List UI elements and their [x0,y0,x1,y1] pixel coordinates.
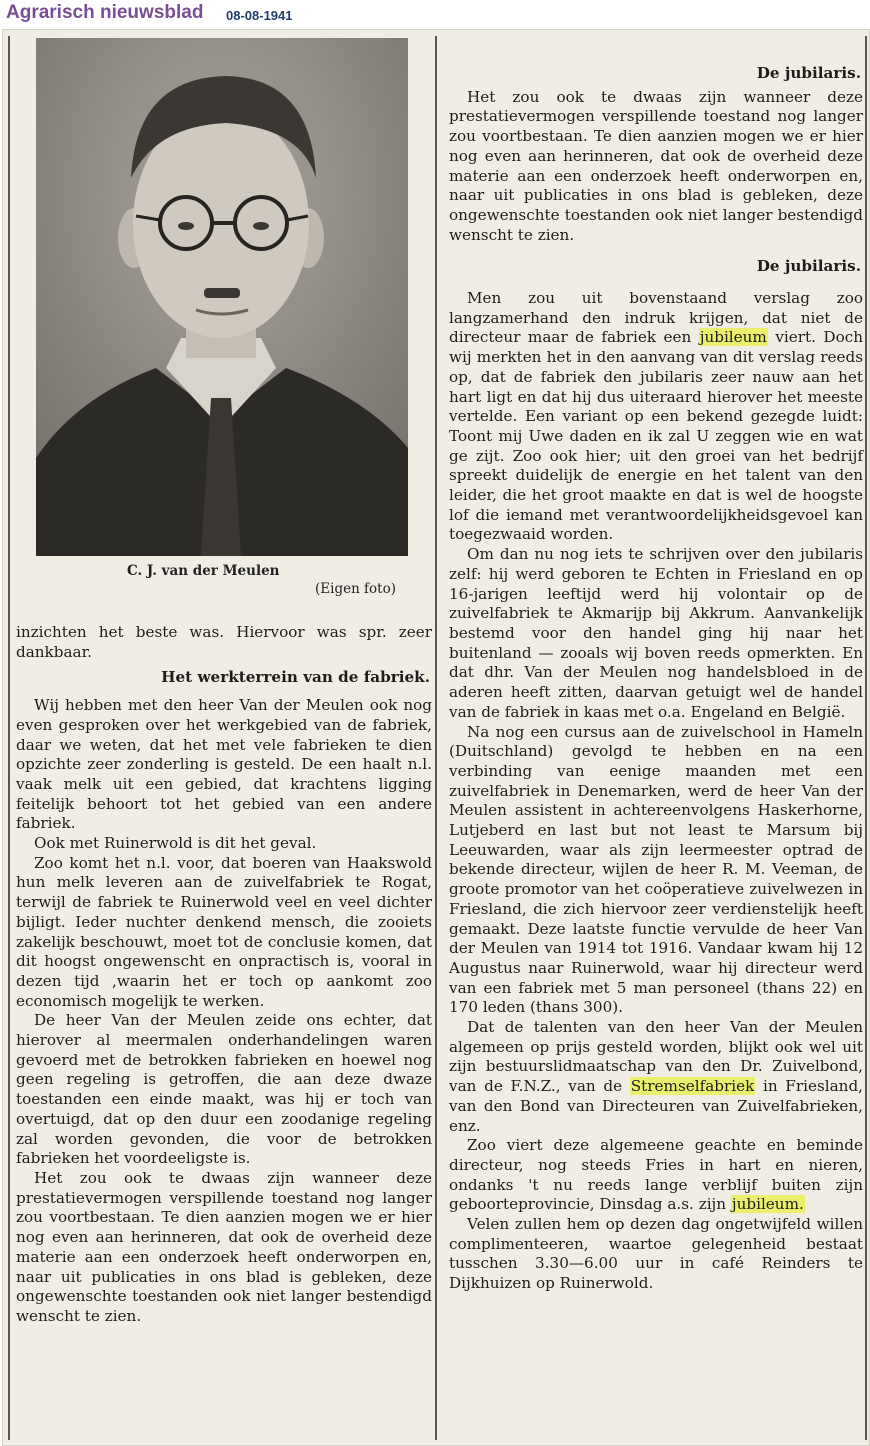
publication-date: 08-08-1941 [226,8,293,23]
highlighted-term: Stremselfabriek [630,1077,755,1096]
column-rule-left [8,36,10,1440]
paragraph: Zoo viert deze algemeene geachte en beminde directeur, nog steeds Fries in hart en nieren, ondanks 't nu reeds lange verblijf buiten zijn geboorteprovincie, Dinsdag a.s. zijn jubileum. [449,1136,863,1214]
column-rule-right [865,36,867,1440]
portrait-photo [36,38,408,556]
photo-caption-credit: (Eigen foto) [315,581,396,597]
paragraph: Dat de talenten van den heer Van der Meulen algemeen op prijs gesteld worden, blijkt ook wel uit zijn bestuurslidmaatschap van den Dr. Zuivelbond, van de F.N.Z., van de Stremselfabriek in Friesland, van den Bond van Directeuren van Zuivelfabrieken, enz. [449,1018,863,1135]
paragraph: De heer Van der Meulen zeide ons echter, dat hierover al meermalen onderhandelingen waren gevoerd met de betrokken fabrieken en hoewel nog geen regeling is getroffen, die aan deze dwaze toestanden een einde maakt, was hij er toch van overtuigd, dat op den duur een zoodanige regeling zal worden gevonden, die voor de betrokken fabrieken het voordeeligste is. [16,1011,432,1168]
section-heading: Het werkterrein van de fabriek. [161,668,430,687]
photo-caption-name: C. J. van der Meulen [127,563,280,579]
paragraph: Om dan nu nog iets te schrijven over den jubilaris zelf: hij werd geboren te Echten in Friesland en op 16-jarigen leeftijd werd hij volontair op de zuivelfabriek te Akmarijp bij Akkrum. Aanvankelijk bestemd voor den handel ging hij naar het buitenland — zooals wij boven reeds opmerkten. En dat dhr. Van der Meulen nog handelsbloed in de aderen heeft zitten, daarvan getuigt wel de handel van de fabriek in kaas met o.a. Engeland en België. [449,545,863,721]
highlighted-term: jubileum. [731,1195,804,1214]
section-heading: De jubilaris. [756,64,861,82]
paragraph: Na nog een cursus aan de zuivelschool in Hameln (Duitschland) gevolgd te hebben en na een verbinding van eenige maanden met een zuivelfabriek in Denemarken, werd de heer Van der Meulen assistent in achtereenvolgens Haskerhorne, Lutjeberd en last but not least te Marsum bij Leeuwarden, waar als zijn leermeester optrad de bekende directeur, wijlen de heer R. M. Veeman, de groote promotor van het coöperatieve zuivelwezen in Friesland, die zich hiervoor zeer verdienstelijk heeft gemaakt. Deze laatste functie vervulde de heer Van der Meulen van 1914 tot 1916. Vandaar kwam hij 12 Augustus naar Ruinerwold, waar hij directeur werd van een fabriek met 5 man personeel (thans 22) en 170 leden (thans 300). [449,722,863,1017]
paragraph: Wij hebben met den heer Van der Meulen ook nog even gesproken over het werkgebied van de fabriek, daar we weten, dat het met vele fabrieken te dien opzichte zeer zonderling is gesteld. De een haalt n.l. vaak melk uit een gebied, dat krachtens ligging feitelijk behoort tot het gebied van een andere fabriek. [16,696,432,833]
right-column [449,64,863,1294]
paragraph: Zoo komt het n.l. voor, dat boeren van Haakswold hun melk leveren aan de zuivelfabriek te Rogat, terwijl de fabriek te Ruinerwold veel en veel dichter bijligt. Ieder nuchter denkend mensch, die zooiets zakelijk beschouwt, moet tot de conclusie komen, dat dit hoogst ongewenscht en onpractisch is, vooral in dezen tijd ,waarin het er toch op aankomt zoo economisch mogelijk te werken. [16,853,432,1010]
left-column [16,623,432,1327]
newspaper-clipping [2,29,870,1446]
section-heading: De jubilaris. [756,257,861,276]
paragraph: Het zou ook te dwaas zijn wanneer deze prestatievermogen verspillende toestand nog langer zou voortbestaan. Te dien aanzien mogen we er hier nog even aan herinneren, dat ook de overheid deze materie aan een onderzoek heeft onderworpen en, naar uit publicaties in ons blad is gebleken, deze ongewenschte toestanden ook niet langer bestendigd wenscht te zien. [449,87,863,244]
page-header [0,0,870,30]
paragraph: inzichten het beste was. Hiervoor was spr. zeer dankbaar. [16,623,432,661]
column-rule-center [435,36,437,1440]
paragraph: Het zou ook te dwaas zijn wanneer deze prestatievermogen verspillende toestand nog langer zou voortbestaan. Te dien aanzien mogen we er hier nog even aan herinneren, dat ook de overheid deze materie aan een onderzoek heeft onderworpen en, naar uit publicaties in ons blad is gebleken, deze ongewenschte toestanden ook niet langer bestendigd wenscht te zien. [16,1168,432,1325]
paragraph: Ook met Ruinerwold is dit het geval. [34,834,317,853]
portrait-illustration [36,38,408,556]
highlighted-term: jubileum [699,328,767,347]
paragraph: Men zou uit bovenstaand verslag zoo langzamerhand den indruk krijgen, dat niet de directeur maar de fabriek een jubileum viert. Doch wij merkten het in den aanvang van dit verslag reeds op, dat de fabriek den jubilaris zeer nauw aan het hart ligt en dat hij dus uiteraard hierover het meeste vertelde. Een variant op een bekend gezegde luidt: Toont mij Uwe daden en ik zal U zeggen wie en wat ge zijt. Zoo ook hier; uit den groei van het bedrijf spreekt duidelijk de energie en het talent van den leider, die het groot maakte en dat is wel de hoogste lof die iemand met verantwoordelijkheidsgevoel kan toegezwaaid worden. [449,289,863,544]
publication-title: Agrarisch nieuwsblad [6,2,204,23]
paragraph: Velen zullen hem op dezen dag ongetwijfeld willen complimenteeren, waartoe gelegenheid bestaat tusschen 3.30—6.00 uur in café Reinders te Dijkhuizen op Ruinerwold. [449,1215,863,1293]
